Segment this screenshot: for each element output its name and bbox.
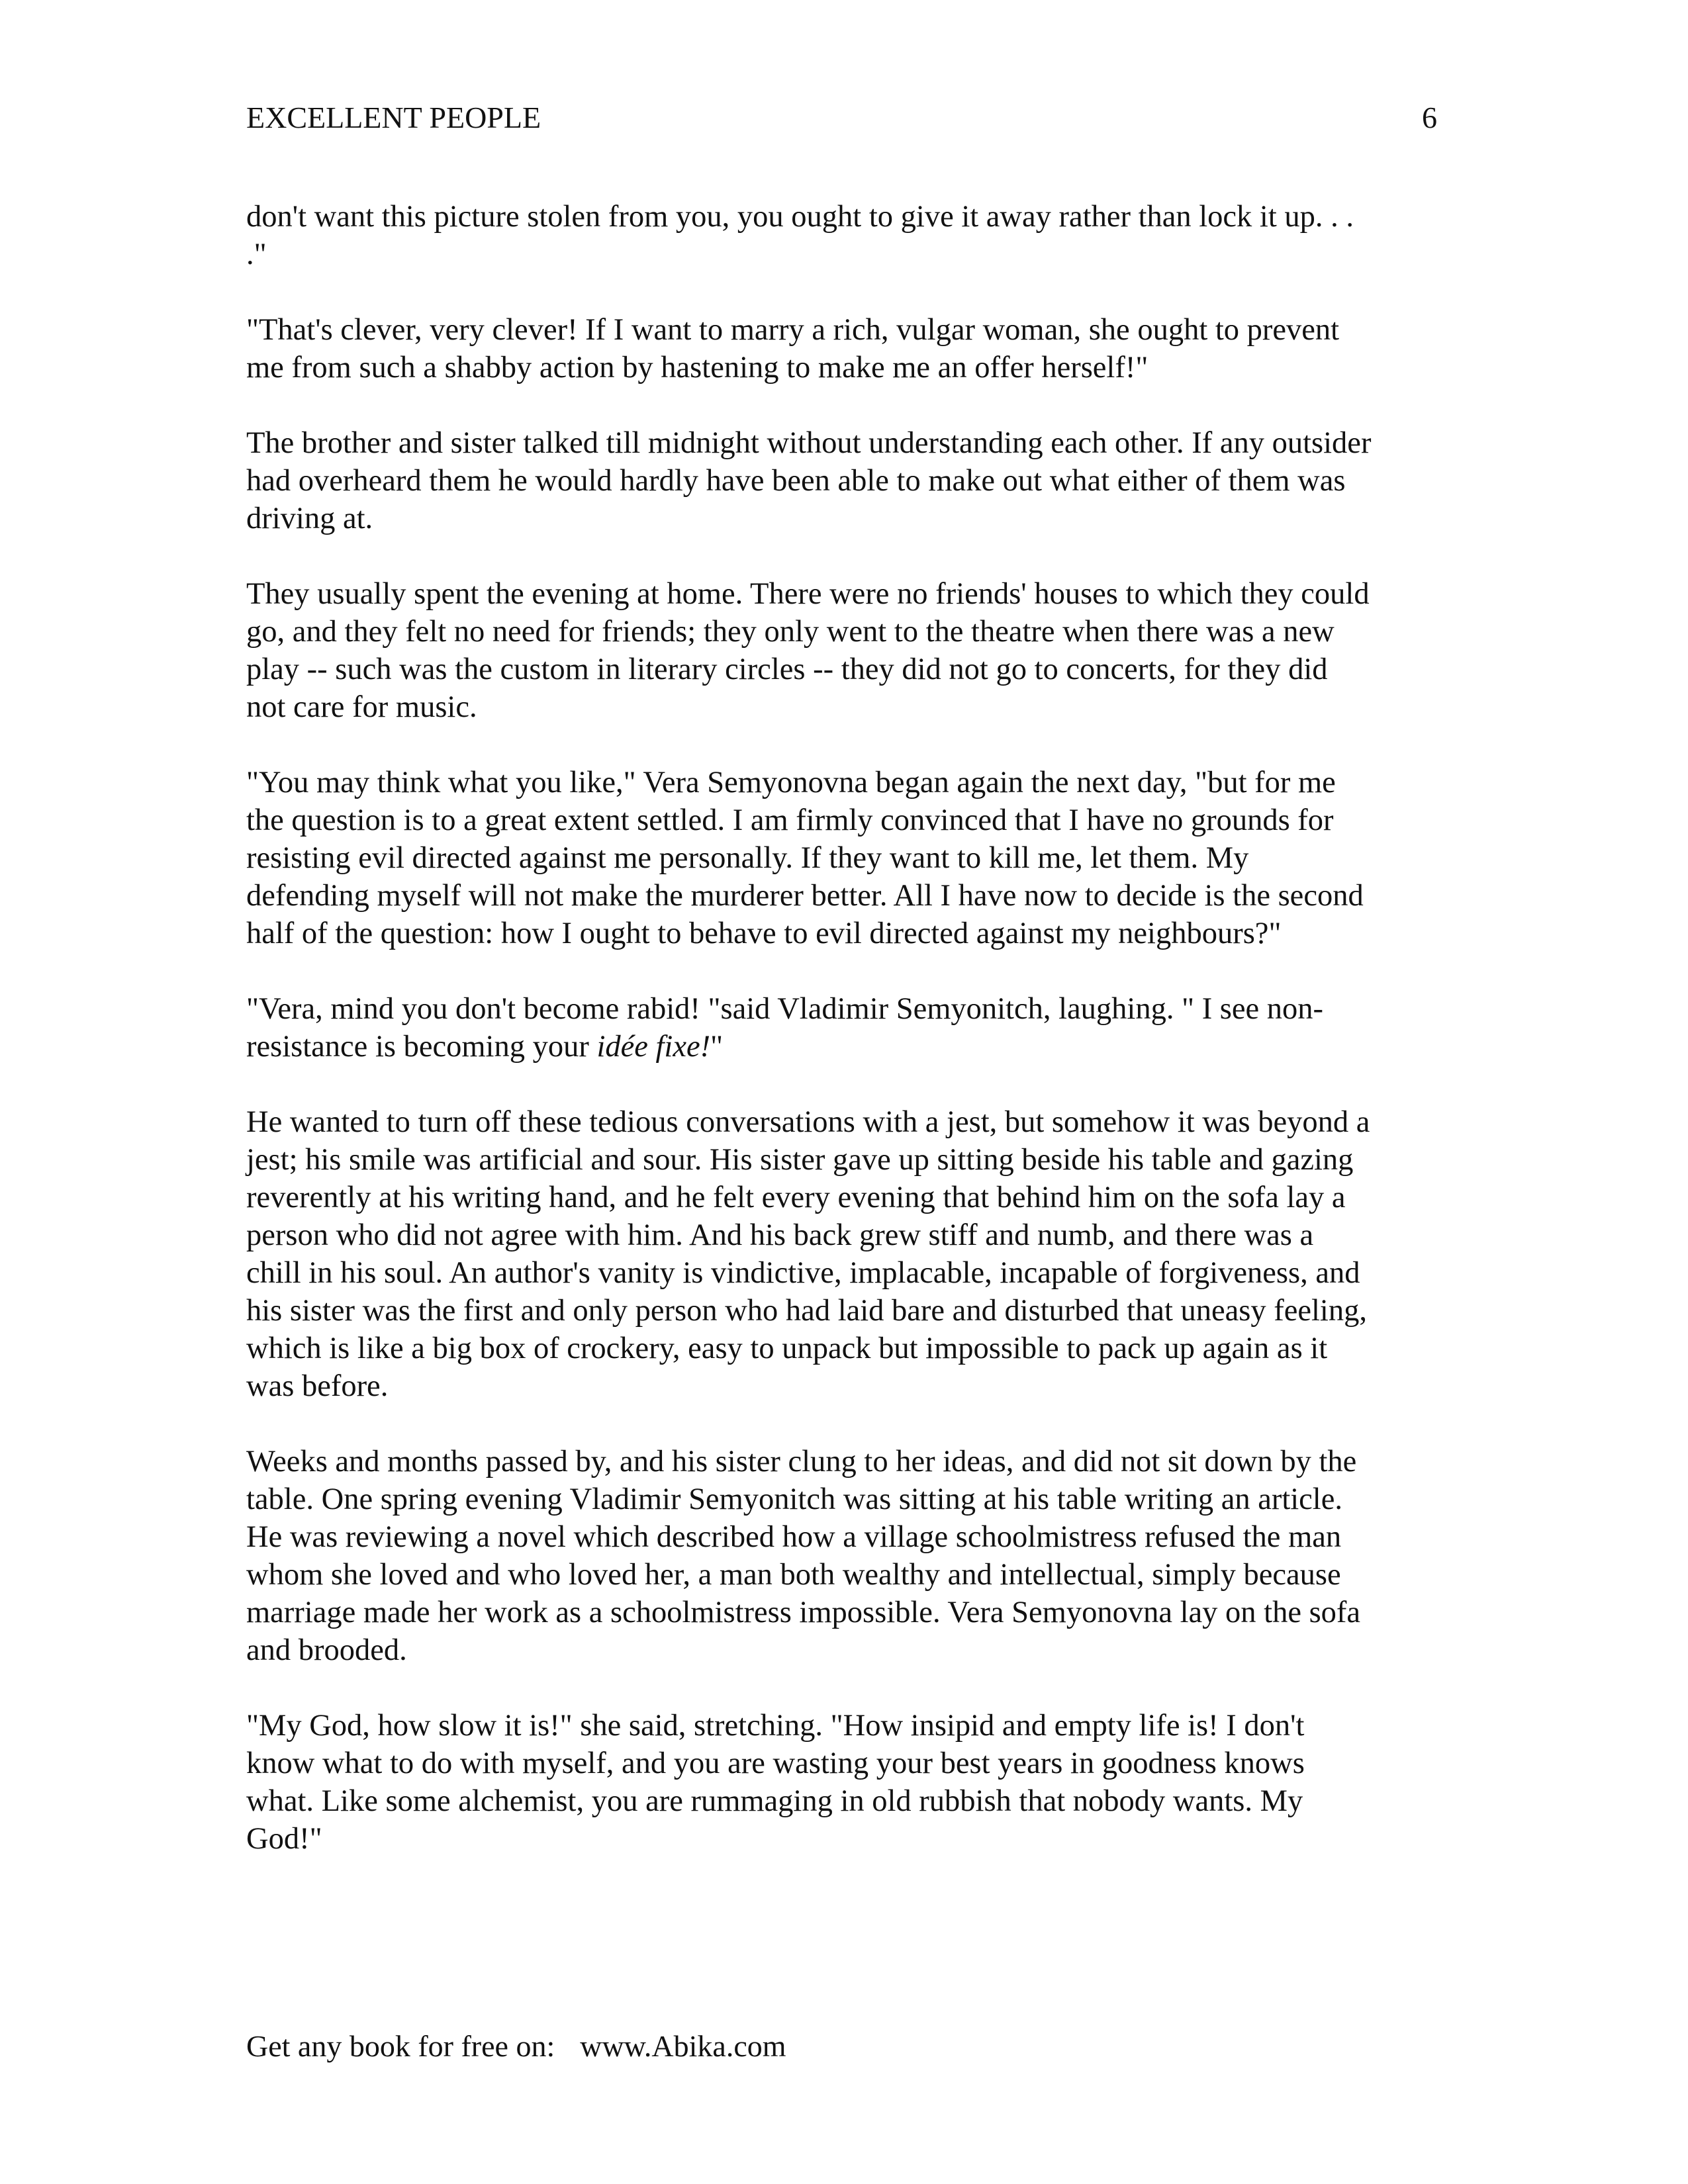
paragraph: "You may think what you like," Vera Semyonovna began again the next day, "but for me the question is to a great extent settled. I am firmly convinced that I have no grounds for resisting evil directed against me personally. If they want to kill me, let them. My defending myself will not make the murderer better. All I have now to decide is the second half of the question: how I ought to behave to evil directed against my neighbours?"	[246, 766, 1364, 950]
footer-label: Get any book for free on:	[246, 2029, 555, 2063]
paragraph-text: "Vera, mind you don't become rabid! "said Vladimir Semyonitch, laughing. " I see non-resistance is becoming your	[246, 992, 1324, 1064]
emphasis-text: idée fixe!	[596, 1030, 711, 1064]
paragraph: The brother and sister talked till midnight without understanding each other. If any outsider had overheard them he would hardly have been able to make out what either of them was driving at.	[246, 426, 1372, 535]
paragraph-text: "	[710, 1030, 724, 1064]
paragraph: "That's clever, very clever! If I want to marry a rich, vulgar woman, she ought to prevent me from such a shabby action by hastening to make me an offer herself!"	[246, 313, 1340, 385]
paragraph: "My God, how slow it is!" she said, stretching. "How insipid and empty life is! I don't know what to do with myself, and you are wasting your best years in goodness knows what. Like some alchemist, you are rummaging in old rubbish that nobody wants. My God!"	[246, 1709, 1305, 1856]
paragraph: He wanted to turn off these tedious conversations with a jest, but somehow it was beyond a jest; his smile was artificial and sour. His sister gave up sitting beside his table and gazing reverently at his writing hand, and he felt every evening that behind him on the sofa lay a person who did not agree with him. And his back grew stiff and numb, and there was a chill in his soul. An author's vanity is vindictive, implacable, incapable of forgiveness, and his sister was the first and only person who had laid bare and disturbed that uneasy feeling, which is like a big box of crockery, easy to unpack but impossible to pack up again as it was before.	[246, 1105, 1370, 1403]
footer-site-link[interactable]: www.Abika.com	[580, 2029, 786, 2063]
body-text	[246, 198, 1372, 1895]
paragraph: don't want this picture stolen from you, you ought to give it away rather than lock it up. . . ."	[246, 200, 1354, 271]
page-number: 6	[1422, 101, 1437, 134]
paragraph	[246, 990, 1372, 1066]
paragraph: Weeks and months passed by, and his sister clung to her ideas, and did not sit down by the table. One spring evening Vladimir Semyonitch was sitting at his table writing an article. He was reviewing a novel which described how a village schoolmistress refused the man whom she loved and who loved her, a man both wealthy and intellectual, simply because marriage made her work as a schoolmistress impossible. Vera Semyonovna lay on the sofa and brooded.	[246, 1445, 1361, 1667]
paragraph: They usually spent the evening at home. There were no friends' houses to which they could go, and they felt no need for friends; they only went to the theatre when there was a new play -- such was the custom in literary circles -- they did not go to concerts, for they did not care for music.	[246, 577, 1370, 724]
running-title: EXCELLENT PEOPLE	[246, 101, 541, 134]
footer	[246, 2028, 786, 2065]
